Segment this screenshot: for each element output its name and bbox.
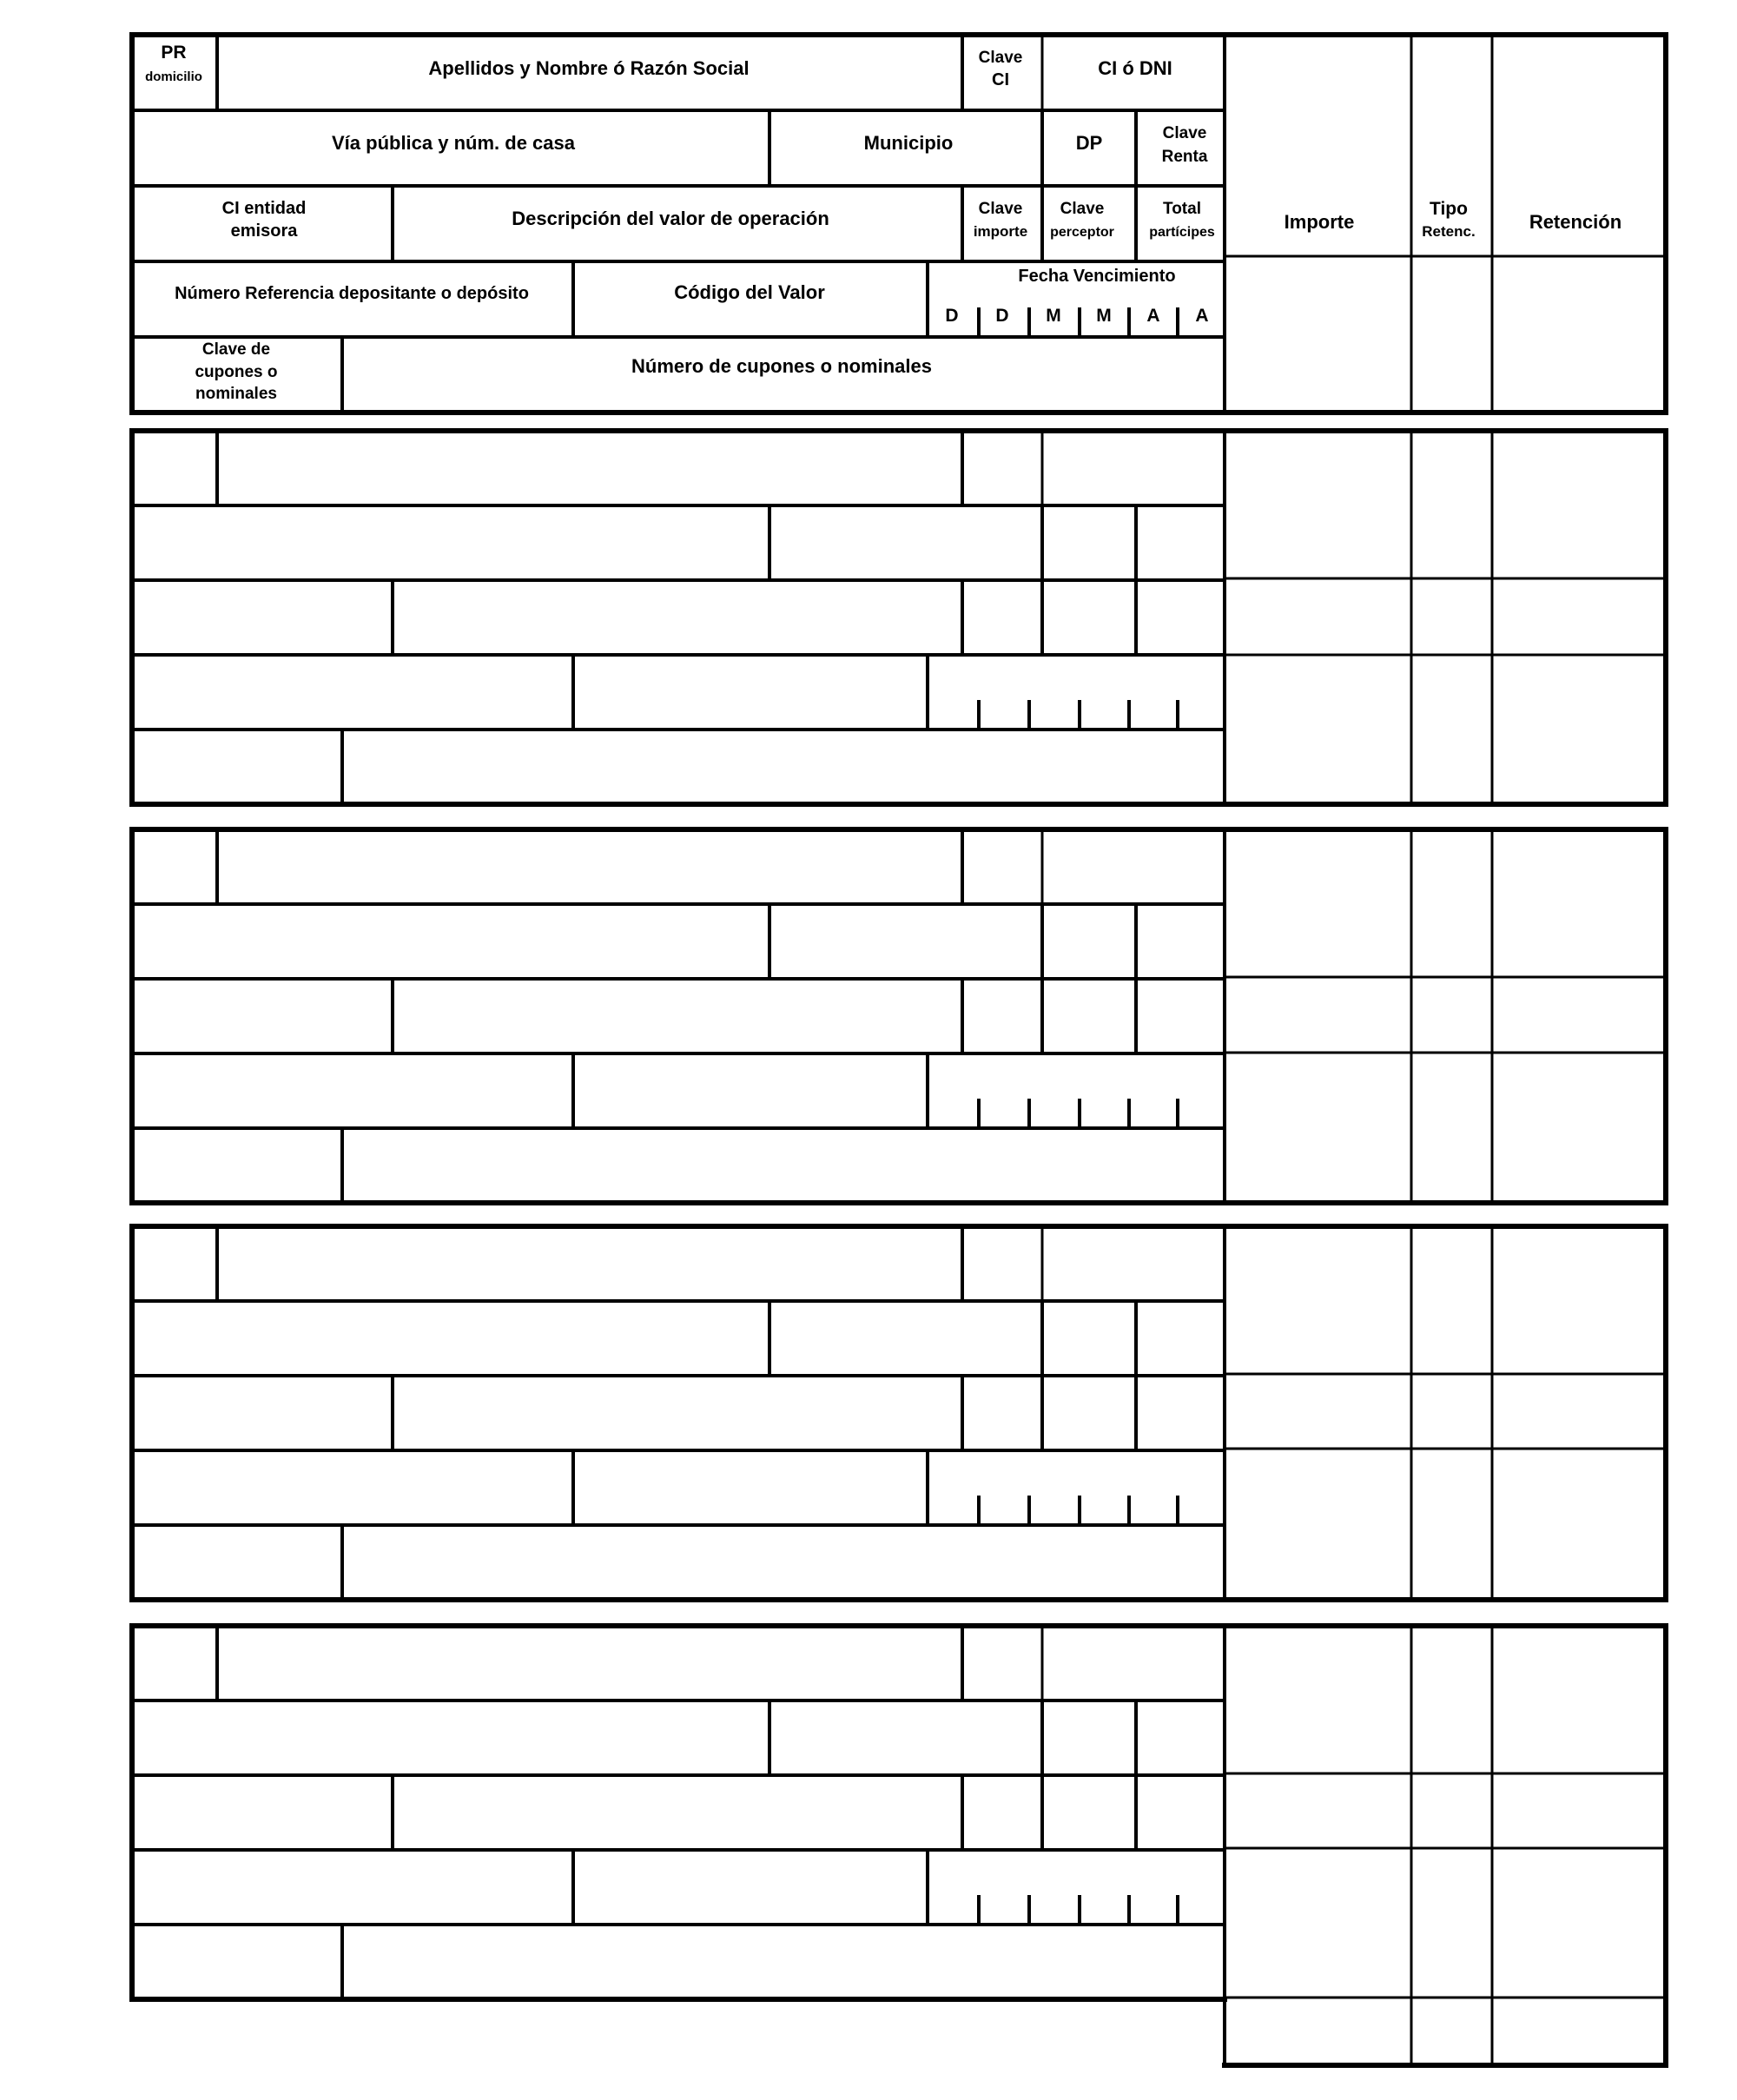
tipo-label: Tipo bbox=[1430, 199, 1468, 219]
clave-cupones-sub-label: cupones o bbox=[195, 363, 278, 381]
numero-referencia-label: Número Referencia depositante o depósito bbox=[175, 284, 529, 303]
clave-perceptor-sub-label: perceptor bbox=[1050, 225, 1114, 240]
numero-cupones-label: Número de cupones o nominales bbox=[631, 355, 932, 377]
ci-entidad-sub-label: emisora bbox=[230, 221, 298, 241]
clave-ci-label: Clave bbox=[978, 49, 1023, 67]
clave-cupones-sub2-label: nominales bbox=[195, 385, 277, 403]
total-participes-label: Total bbox=[1163, 200, 1201, 218]
dp-label: DP bbox=[1075, 132, 1103, 154]
ci-entidad-label: CI entidad bbox=[221, 199, 307, 218]
pr-label: PR bbox=[161, 43, 187, 63]
ci-dni-label: CI ó DNI bbox=[1098, 57, 1172, 79]
via-publica-label: Vía pública y núm. de casa bbox=[332, 132, 575, 154]
codigo-valor-label: Código del Valor bbox=[674, 281, 825, 303]
clave-perceptor-label: Clave bbox=[1060, 200, 1105, 218]
header-labels bbox=[145, 43, 1621, 403]
importe-label: Importe bbox=[1284, 211, 1355, 233]
clave-renta-label: Clave bbox=[1162, 124, 1207, 142]
date-letter-d1: D bbox=[945, 306, 959, 326]
date-letter-a1: A bbox=[1146, 306, 1160, 326]
clave-importe-sub-label: importe bbox=[973, 223, 1028, 240]
pr-domicilio-label: domicilio bbox=[145, 69, 202, 84]
municipio-label: Municipio bbox=[863, 132, 954, 154]
date-letter-m2: M bbox=[1096, 306, 1112, 326]
clave-renta-sub-label: Renta bbox=[1161, 148, 1208, 166]
total-participes-sub-label: partícipes bbox=[1149, 225, 1215, 240]
date-letter-m1: M bbox=[1046, 306, 1061, 326]
date-letter-a2: A bbox=[1195, 306, 1209, 326]
clave-cupones-label: Clave de bbox=[201, 340, 271, 359]
date-letter-d2: D bbox=[995, 306, 1009, 326]
descripcion-label: Descripción del valor de operación bbox=[512, 208, 829, 229]
clave-importe-label: Clave bbox=[978, 200, 1023, 218]
apellidos-label: Apellidos y Nombre ó Razón Social bbox=[428, 57, 750, 79]
retencion-label: Retención bbox=[1529, 211, 1622, 233]
tipo-sub-label: Retenc. bbox=[1422, 223, 1476, 240]
fecha-vencimiento-label: Fecha Vencimiento bbox=[1018, 267, 1176, 286]
clave-ci-sub-label: CI bbox=[992, 70, 1009, 89]
